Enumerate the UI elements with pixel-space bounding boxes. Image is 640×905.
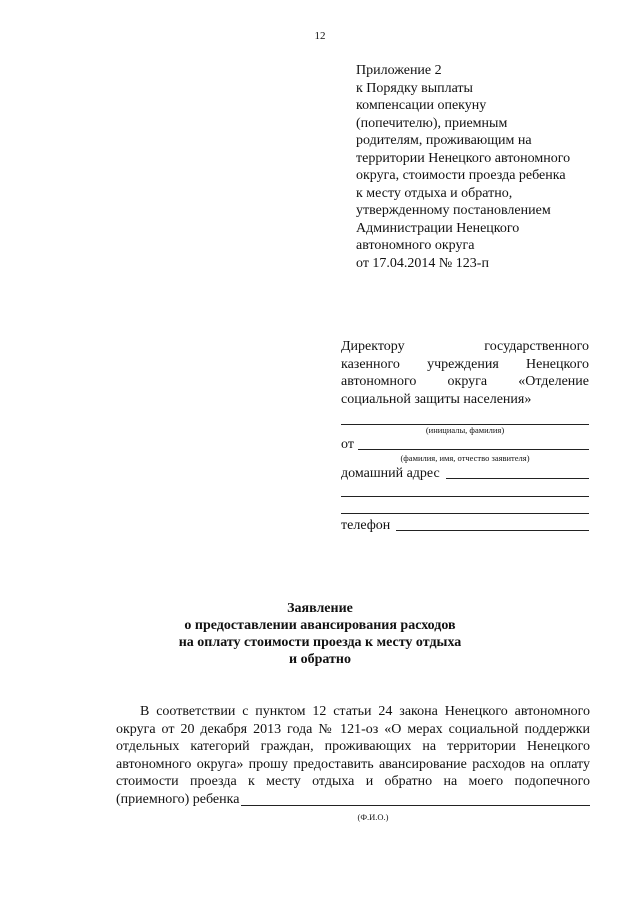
appendix-block <box>356 62 596 272</box>
address-field[interactable] <box>446 464 589 479</box>
title-line: о предоставлении авансирования расходов <box>184 618 456 633</box>
title-line: на оплату стоимости проезда к месту отдыха <box>178 635 462 650</box>
appendix-line: (попечителю), приемным <box>356 115 508 131</box>
body-line: автономного округа» прошу предоставить авансирование расходов на оплату <box>116 756 590 772</box>
appendix-line: утвержденному постановлением <box>356 203 551 218</box>
director-initials-field[interactable] <box>341 408 589 425</box>
body-line: В соответствии с пунктом 12 статьи 24 закона Ненецкого автономного <box>140 704 590 719</box>
address-label: домашний адрес <box>341 465 440 481</box>
phone-row <box>341 514 589 534</box>
appendix-line: автономного округа <box>356 238 475 253</box>
phone-label: телефон <box>341 517 391 533</box>
from-label: от <box>341 436 354 452</box>
body-line: округа от 20 декабря 2013 года № 121-оз «О мерах социальной поддержки <box>116 721 590 737</box>
applicant-fio-caption: (фамилия, имя, отчество заявителя) <box>400 453 530 463</box>
title-line: Заявление <box>287 601 353 616</box>
addressee-block <box>341 338 589 534</box>
address-field-line-3[interactable] <box>341 497 589 514</box>
addressee-line: Директору государственного <box>341 339 589 354</box>
child-label: (приемного) ребенка <box>116 792 240 807</box>
appendix-line: Приложение 2 <box>356 63 442 78</box>
child-name-row <box>116 791 590 809</box>
appendix-line: территории Ненецкого автономного <box>356 150 571 166</box>
application-body <box>116 703 590 826</box>
appendix-line: Администрации Ненецкого <box>356 220 520 236</box>
address-row <box>341 464 589 482</box>
applicant-name-field[interactable] <box>358 435 589 450</box>
appendix-line: округа, стоимости проезда ребенка <box>356 168 566 183</box>
child-name-field[interactable] <box>241 791 590 806</box>
appendix-line: к месту отдыха и обратно, <box>356 185 513 201</box>
document-title <box>0 600 640 668</box>
body-line: стоимости проезда к месту отдыха и обратно на моего подопечного <box>116 774 590 789</box>
addressee-line: автономного округа «Отделение <box>341 374 589 389</box>
from-row <box>341 436 589 453</box>
initials-caption: (инициалы, фамилия) <box>425 425 505 435</box>
appendix-line: компенсации опекуну <box>356 98 487 113</box>
page-number: 12 <box>314 30 326 42</box>
child-fio-caption: (Ф.И.О.) <box>357 811 389 822</box>
address-field-line-2[interactable] <box>341 482 589 497</box>
phone-field[interactable] <box>396 516 589 531</box>
appendix-line: от 17.04.2014 № 123-п <box>356 255 489 271</box>
body-line: отдельных категорий граждан, проживающих на территории Ненецкого <box>116 739 590 754</box>
appendix-line: родителям, проживающим на <box>356 133 532 148</box>
addressee-line: казенного учреждения Ненецкого <box>341 356 589 372</box>
appendix-line: к Порядку выплаты <box>356 80 473 96</box>
addressee-line: социальной защиты населения» <box>341 391 532 407</box>
title-line: и обратно <box>289 652 351 667</box>
